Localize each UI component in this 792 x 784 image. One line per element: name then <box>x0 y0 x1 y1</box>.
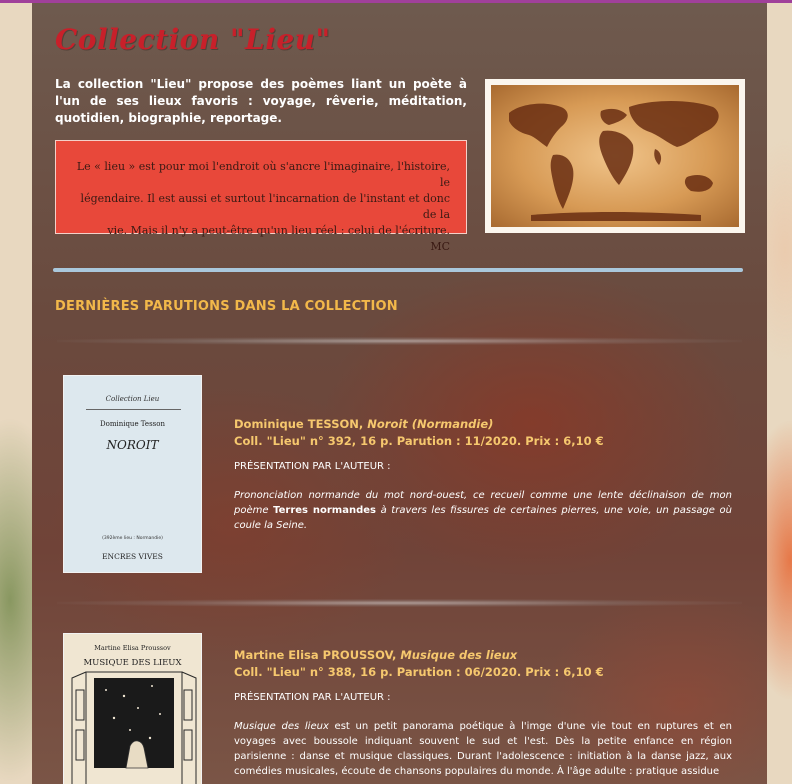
collection-intro: La collection "Lieu" propose des poèmes liant un poète à l'un de ses lieux favoris : voyage, rêverie, méditation, quotidien, biographie, reportage. <box>55 77 467 125</box>
book-details: Coll. "Lieu" n° 388, 16 p. Parution : 06/2020. Prix : 6,10 € <box>234 665 604 679</box>
book-details: Coll. "Lieu" n° 392, 16 p. Parution : 11/2020. Prix : 6,10 € <box>234 434 604 448</box>
book-title: Noroit (Normandie) <box>367 417 494 431</box>
quote-signature: MC <box>430 240 450 253</box>
cover-rule <box>86 409 181 410</box>
quote-line: Le « lieu » est pour moi l'endroit où s'ancre l'imaginaire, l'histoire, le <box>76 160 450 189</box>
book-description <box>234 719 732 779</box>
desc-bold: Terres normandes <box>273 505 376 516</box>
book-separator <box>57 337 742 345</box>
cover-title: MUSIQUE DES LIEUX <box>83 658 182 668</box>
cover-author: Dominique Tesson <box>100 420 165 428</box>
presentation-label: PRÉSENTATION PAR L'AUTEUR : <box>234 461 391 472</box>
cover-author: Martine Elisa Proussov <box>94 644 171 652</box>
book-title: Musique des lieux <box>400 648 518 662</box>
cover-collection: Collection Lieu <box>105 395 160 403</box>
book-title-line <box>234 647 732 664</box>
book-title-line <box>234 416 732 433</box>
section-heading: DERNIÈRES PARUTIONS DANS LA COLLECTION <box>55 299 398 314</box>
quote-line: légendaire. Il est aussi et surtout l'incarnation de l'instant et donc de la <box>80 192 450 221</box>
world-map-illustration <box>491 85 739 227</box>
world-map-image <box>485 79 745 233</box>
book-description <box>234 488 732 533</box>
cover-title: NOROIT <box>106 438 159 452</box>
book-entry <box>234 416 732 533</box>
book-entry <box>234 647 732 779</box>
desc-text: est un petit panorama poétique à l'imge d'une vie tout en ruptures et en voyages avec boussole indiquant souvent le sud et l'est. Dès la petite enfance en région parisienne : danse et musique classiques. Durant l'adolescence : initiation à la danse jazz, aux comédies musicales, écoute de chansons populaires du monde. À l'âge adulte : pratique assidue <box>234 721 732 777</box>
cover-number: (392ème lieu : Normandie) <box>102 536 163 541</box>
presentation-label: PRÉSENTATION PAR L'AUTEUR : <box>234 692 391 703</box>
author-quote-box <box>55 140 467 253</box>
book-cover-musique-des-lieux[interactable] <box>63 633 202 784</box>
book-author: Dominique TESSON, <box>234 417 368 431</box>
world-map-svg <box>491 85 739 227</box>
quote-line: vie. Mais il n'y a peut-être qu'un lieu réel : celui de l'écriture. <box>107 224 450 237</box>
book-separator <box>57 599 742 607</box>
book-author: Martine Elisa PROUSSOV, <box>234 648 401 662</box>
cover-window-illustration <box>64 634 202 784</box>
section-divider <box>53 268 743 272</box>
main-content-panel <box>32 3 767 784</box>
page-title: Collection "Lieu" <box>55 23 331 56</box>
desc-italic: Musique des lieux <box>234 721 329 732</box>
desc-text: à travers les fissures de certaines pierres, une voie, un passage où coule la Seine. <box>234 505 732 531</box>
cover-publisher: ENCRES VIVES <box>102 552 163 561</box>
desc-text: Prononciation normande du mot nord-ouest, ce recueil comme une lente déclinaison de mon poème <box>234 490 732 516</box>
book-cover-noroit[interactable] <box>63 375 202 573</box>
